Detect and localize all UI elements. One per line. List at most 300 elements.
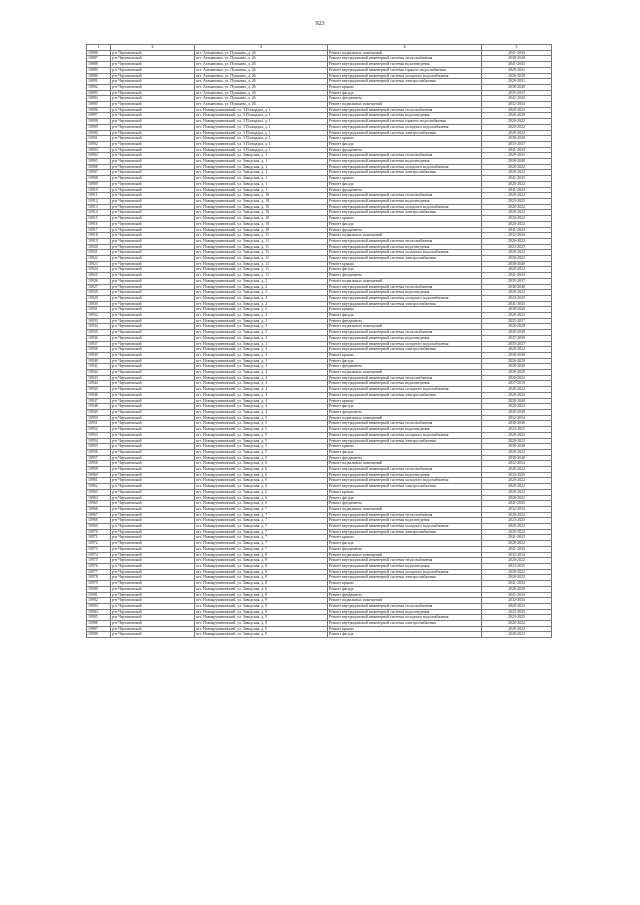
work-type-cell: Ремонт фасада (328, 141, 482, 147)
row-number-cell: 10939 (87, 352, 111, 358)
period-cell: 2038-2040 (482, 261, 552, 267)
address-cell: пгт. Новокручининский, ул. Заводская, д. 11 (195, 273, 328, 279)
district-cell: р-н Чертановский (111, 381, 195, 387)
work-type-cell: Ремонт внутридомовой инженерной системы водоотведения (328, 335, 482, 341)
row-number-cell: 10976 (87, 563, 111, 569)
period-cell: 2038-2040 (482, 398, 552, 404)
row-number-cell: 10891 (87, 79, 111, 85)
period-cell: 2041-2043 (482, 535, 552, 541)
district-cell: р-н Чертановский (111, 221, 195, 227)
work-type-cell: Ремонт подвальных помещений (328, 506, 482, 512)
work-type-cell: Ремонт внутридомовой инженерной системы холодного водоснабжения (328, 250, 482, 256)
district-cell: р-н Чертановский (111, 307, 195, 313)
district-cell: р-н Чертановский (111, 141, 195, 147)
district-cell: р-н Чертановский (111, 598, 195, 604)
address-cell: пгт. Новокручининский, ул. Заводская, д. 9 (195, 615, 328, 621)
district-cell: р-н Чертановский (111, 449, 195, 455)
row-number-cell: 10921 (87, 250, 111, 256)
period-cell: 2023-2025 (482, 472, 552, 478)
district-cell: р-н Чертановский (111, 301, 195, 307)
address-cell: пгт. Новокручининский, ул. Заводская, д. 9 (195, 609, 328, 615)
address-cell: пгт. Новокручининский, ул. Заводская, д. 1 (195, 153, 328, 159)
row-number-cell: 10932 (87, 313, 111, 319)
address-cell: пгт. Новокручининский, ул. Заводская, д. 8 (195, 586, 328, 592)
row-number-cell: 10956 (87, 449, 111, 455)
district-cell: р-н Чертановский (111, 632, 195, 638)
address-cell: пгт. Новокручининский, ул. Заводская, д. 4 (195, 375, 328, 381)
period-cell: 2032-2034 (482, 461, 552, 467)
work-type-cell: Ремонт подвальных помещений (328, 415, 482, 421)
row-number-cell: 10898 (87, 119, 111, 125)
address-cell: пгт. Новокручининский, ул. Заводская, д. 11 (195, 256, 328, 262)
work-type-cell: Ремонт внутридомовой инженерной системы электроснабжения (328, 621, 482, 627)
period-cell: 2041-2043 (482, 581, 552, 587)
row-number-cell: 10937 (87, 341, 111, 347)
work-type-cell: Ремонт внутридомовой инженерной системы холодного водоснабжения (328, 524, 482, 530)
address-cell: пгт. Новокручининский, ул. Заводская, д. 1 (195, 164, 328, 170)
address-cell: пгт. Новокручининский, ул. Заводская, д. 3 (195, 341, 328, 347)
district-cell: р-н Чертановский (111, 575, 195, 581)
address-cell: пгт. Новокручининский, ул. Заводская, д. 2 (195, 290, 328, 296)
address-cell: пгт. Новокручининский, ул. Заводская, д. 6 (195, 472, 328, 478)
row-number-cell: 10943 (87, 375, 111, 381)
row-number-cell: 10951 (87, 421, 111, 427)
row-number-cell: 10963 (87, 489, 111, 495)
address-cell: пгт. Новокручининский, ул. Заводская, д. 11 (195, 244, 328, 250)
row-number-cell: 10964 (87, 495, 111, 501)
work-type-cell: Ремонт фасада (328, 90, 482, 96)
work-type-cell: Ремонт фасада (328, 495, 482, 501)
period-cell: 2020-2022 (482, 107, 552, 113)
row-number-cell: 10968 (87, 518, 111, 524)
period-cell: 2020-2022 (482, 489, 552, 495)
row-number-cell: 10947 (87, 398, 111, 404)
district-cell: р-н Чертановский (111, 295, 195, 301)
address-cell: пгт. Новокручининский, ул. Заводская, д. 8 (195, 552, 328, 558)
address-cell: пгт. Новокручининский, ул. Заводская, д. 7 (195, 541, 328, 547)
district-cell: р-н Чертановский (111, 238, 195, 244)
work-type-cell: Ремонт внутридомовой инженерной системы теплоснабжения (328, 421, 482, 427)
address-cell: пгт. Новокручининский, ул. Заводская, д. 6 (195, 461, 328, 467)
row-number-cell: 10986 (87, 621, 111, 627)
row-number-cell: 10978 (87, 575, 111, 581)
address-cell: пгт. Новокручининский, ул. Заводская, д. 6 (195, 484, 328, 490)
work-type-cell: Ремонт внутридомовой инженерной системы горячего водоснабжения (328, 67, 482, 73)
address-cell: пгт. Новокручининский, ул. Заводская, д. 6 (195, 478, 328, 484)
period-cell: 2041-2043 (482, 227, 552, 233)
district-cell: р-н Чертановский (111, 421, 195, 427)
period-cell: 2032-2034 (482, 415, 552, 421)
row-number-cell: 10928 (87, 290, 111, 296)
work-type-cell: Ремонт внутридомовой инженерной системы электроснабжения (328, 79, 482, 85)
address-cell: пгт. Новокручининский, ул. Заводская, д. 10 (195, 210, 328, 216)
address-cell: пгт. Атамановка, ул. Пушкина, д. 26 (195, 56, 328, 62)
row-number-cell: 10984 (87, 609, 111, 615)
row-number-cell: 10970 (87, 529, 111, 535)
row-number-cell: 10958 (87, 461, 111, 467)
address-cell: пгт. Новокручининский, ул. 3 Площадка, д. 1 (195, 147, 328, 153)
district-cell: р-н Чертановский (111, 233, 195, 239)
period-cell: 2023-2025 (482, 427, 552, 433)
row-number-cell: 10909 (87, 181, 111, 187)
district-cell: р-н Чертановский (111, 438, 195, 444)
period-cell: 2038-2040 (482, 84, 552, 90)
period-cell: 2026-2028 (482, 358, 552, 364)
period-cell: 2020-2022 (482, 193, 552, 199)
district-cell: р-н Чертановский (111, 347, 195, 353)
work-type-cell: Ремонт внутридомовой инженерной системы водоотведения (328, 518, 482, 524)
work-type-cell: Ремонт фундамента (328, 187, 482, 193)
work-type-cell: Ремонт крыши (328, 84, 482, 90)
district-cell: р-н Чертановский (111, 335, 195, 341)
address-cell: пгт. Новокручининский, ул. Заводская, д. 4 (195, 381, 328, 387)
address-cell: пгт. Новокручининский, ул. Заводская, д. 9 (195, 603, 328, 609)
work-type-cell: Ремонт внутридомовой инженерной системы водоотведения (328, 381, 482, 387)
work-type-cell: Ремонт фасада (328, 313, 482, 319)
row-number-cell: 10966 (87, 506, 111, 512)
period-cell: 2038-2040 (482, 330, 552, 336)
period-cell: 2020-2022 (482, 387, 552, 393)
address-cell: пгт. Новокручининский, ул. Заводская, д. 4 (195, 387, 328, 393)
work-type-cell: Ремонт внутридомовой инженерной системы водоотведения (328, 563, 482, 569)
address-cell: пгт. Новокручининский, ул. 3 Площадка, д. 1 (195, 141, 328, 147)
district-cell: р-н Чертановский (111, 313, 195, 319)
period-cell: 2023-2025 (482, 609, 552, 615)
work-type-cell: Ремонт внутридомовой инженерной системы горячего водоснабжения (328, 119, 482, 125)
district-cell: р-н Чертановский (111, 586, 195, 592)
row-number-cell: 10941 (87, 364, 111, 370)
repair-schedule-table (86, 44, 552, 638)
row-number-cell: 10988 (87, 632, 111, 638)
address-cell: пгт. Новокручининский, ул. Заводская, д. 11 (195, 238, 328, 244)
period-cell: 2038-2040 (482, 455, 552, 461)
work-type-cell: Ремонт подвальных помещений (328, 552, 482, 558)
period-cell: 2020-2022 (482, 250, 552, 256)
work-type-cell: Ремонт внутридомовой инженерной системы электроснабжения (328, 575, 482, 581)
work-type-cell: Ремонт внутридомовой инженерной системы водоотведения (328, 113, 482, 119)
work-type-cell: Ремонт внутридомовой инженерной системы теплоснабжения (328, 603, 482, 609)
district-cell: р-н Чертановский (111, 210, 195, 216)
address-cell: пгт. Новокручининский, ул. Заводская, д. 11 (195, 250, 328, 256)
work-type-cell: Ремонт крыши (328, 307, 482, 313)
work-type-cell: Ремонт внутридомовой инженерной системы электроснабжения (328, 301, 482, 307)
period-cell: 2041-2043 (482, 50, 552, 56)
district-cell: р-н Чертановский (111, 352, 195, 358)
period-cell: 2020-2022 (482, 313, 552, 319)
address-cell: пгт. Атамановка, ул. Пушкина, д. 26 (195, 90, 328, 96)
work-type-cell: Ремонт внутридомовой инженерной системы электроснабжения (328, 484, 482, 490)
district-cell: р-н Чертановский (111, 90, 195, 96)
work-type-cell: Ремонт внутридомовой инженерной системы электроснабжения (328, 438, 482, 444)
column-header: 1 (87, 45, 111, 51)
row-number-cell: 10920 (87, 244, 111, 250)
district-cell: р-н Чертановский (111, 609, 195, 615)
address-cell: пгт. Новокручининский, ул. Заводская, д. 4 (195, 404, 328, 410)
period-cell: 2020-2022 (482, 449, 552, 455)
row-number-cell: 10905 (87, 159, 111, 165)
work-type-cell: Ремонт внутридомовой инженерной системы холодного водоснабжения (328, 615, 482, 621)
row-number-cell: 10914 (87, 210, 111, 216)
period-cell: 2020-2022 (482, 130, 552, 136)
row-number-cell: 10938 (87, 347, 111, 353)
district-cell: р-н Чертановский (111, 529, 195, 535)
district-cell: р-н Чертановский (111, 387, 195, 393)
row-number-cell: 10904 (87, 153, 111, 159)
address-cell: пгт. Новокручининский, ул. Заводская, д. 10 (195, 198, 328, 204)
period-cell: 2038-2040 (482, 364, 552, 370)
district-cell: р-н Чертановский (111, 501, 195, 507)
period-cell: 2020-2022 (482, 267, 552, 273)
district-cell: р-н Чертановский (111, 535, 195, 541)
work-type-cell: Ремонт крыши (328, 444, 482, 450)
period-cell: 2020-2022 (482, 438, 552, 444)
period-cell: 2020-2022 (482, 210, 552, 216)
row-number-cell: 10944 (87, 381, 111, 387)
address-cell: пгт. Новокручининский, ул. Заводская, д. 8 (195, 581, 328, 587)
period-cell: 2020-2022 (482, 164, 552, 170)
district-cell: р-н Чертановский (111, 552, 195, 558)
district-cell: р-н Чертановский (111, 370, 195, 376)
period-cell: 2038-2040 (482, 56, 552, 62)
district-cell: р-н Чертановский (111, 581, 195, 587)
column-header: 3 (195, 45, 328, 51)
work-type-cell: Ремонт фасада (328, 541, 482, 547)
address-cell: пгт. Новокручининский, ул. Заводская, д. 2 (195, 278, 328, 284)
period-cell: 2041-2043 (482, 501, 552, 507)
district-cell: р-н Чертановский (111, 290, 195, 296)
address-cell: пгт. Новокручининский, ул. Заводская, д. 1 (195, 176, 328, 182)
period-cell: 2038-2040 (482, 444, 552, 450)
address-cell: пгт. Новокручининский, ул. Заводская, д. 3 (195, 358, 328, 364)
work-type-cell: Ремонт крыши (328, 489, 482, 495)
work-type-cell: Ремонт внутридомовой инженерной системы холодного водоснабжения (328, 432, 482, 438)
work-type-cell: Ремонт внутридомовой инженерной системы теплоснабжения (328, 238, 482, 244)
district-cell: р-н Чертановский (111, 603, 195, 609)
row-number-cell: 10916 (87, 221, 111, 227)
row-number-cell: 10899 (87, 124, 111, 130)
period-cell: 2020-2022 (482, 632, 552, 638)
work-type-cell: Ремонт внутридомовой инженерной системы водоотведения (328, 472, 482, 478)
work-type-cell: Ремонт фундамента (328, 273, 482, 279)
period-cell: 2035-2037 (482, 341, 552, 347)
row-number-cell: 10930 (87, 301, 111, 307)
row-number-cell: 10987 (87, 626, 111, 632)
address-cell: пгт. Новокручининский, ул. 3 Площадка, д. 1 (195, 119, 328, 125)
work-type-cell: Ремонт фасада (328, 586, 482, 592)
row-number-cell: 10972 (87, 541, 111, 547)
address-cell: пгт. Атамановка, ул. Пушкина, д. 26 (195, 102, 328, 108)
period-cell: 2020-2022 (482, 432, 552, 438)
district-cell: р-н Чертановский (111, 198, 195, 204)
period-cell: 2038-2040 (482, 410, 552, 416)
period-cell: 2020-2022 (482, 170, 552, 176)
row-number-cell: 10953 (87, 432, 111, 438)
address-cell: пгт. Новокручининский, ул. Заводская, д. 11 (195, 267, 328, 273)
period-cell: 2026-2028 (482, 586, 552, 592)
row-number-cell: 10985 (87, 615, 111, 621)
work-type-cell: Ремонт внутридомовой инженерной системы теплоснабжения (328, 107, 482, 113)
row-number-cell: 10931 (87, 307, 111, 313)
district-cell: р-н Чертановский (111, 204, 195, 210)
address-cell: пгт. Новокручининский, ул. Заводская, д. 5 (195, 444, 328, 450)
work-type-cell: Ремонт фасада (328, 404, 482, 410)
row-number-cell: 10955 (87, 444, 111, 450)
address-cell: пгт. Новокручининский, ул. Заводская, д. 10 (195, 227, 328, 233)
work-type-cell: Ремонт фундамента (328, 410, 482, 416)
period-cell: 2020-2022 (482, 621, 552, 627)
address-cell: пгт. Новокручининский, ул. Заводская, д. 6 (195, 495, 328, 501)
district-cell: р-н Чертановский (111, 176, 195, 182)
period-cell: 2023-2025 (482, 518, 552, 524)
period-cell: 2020-2022 (482, 626, 552, 632)
district-cell: р-н Чертановский (111, 227, 195, 233)
row-number-cell: 10919 (87, 238, 111, 244)
district-cell: р-н Чертановский (111, 130, 195, 136)
page-number: 923 (315, 21, 325, 27)
period-cell: 2020-2022 (482, 290, 552, 296)
address-cell: пгт. Новокручининский, ул. 3 Площадка, д. 1 (195, 130, 328, 136)
row-number-cell: 10957 (87, 455, 111, 461)
district-cell: р-н Чертановский (111, 478, 195, 484)
work-type-cell: Ремонт фундамента (328, 318, 482, 324)
district-cell: р-н Чертановский (111, 546, 195, 552)
address-cell: пгт. Новокручининский, ул. Заводская, д. 5 (195, 449, 328, 455)
district-cell: р-н Чертановский (111, 330, 195, 336)
address-cell: пгт. Атамановка, ул. Пушкина, д. 26 (195, 96, 328, 102)
period-cell: 2020-2022 (482, 124, 552, 130)
address-cell: пгт. Атамановка, ул. Пушкина, д. 26 (195, 62, 328, 68)
period-cell: 2020-2022 (482, 575, 552, 581)
work-type-cell: Ремонт подвальных помещений (328, 370, 482, 376)
row-number-cell: 10959 (87, 467, 111, 473)
district-cell: р-н Чертановский (111, 592, 195, 598)
period-cell: 2020-2022 (482, 529, 552, 535)
period-cell: 2020-2022 (482, 347, 552, 353)
district-cell: р-н Чертановский (111, 119, 195, 125)
address-cell: пгт. Новокручининский, ул. 3 Площадка, д. 1 (195, 136, 328, 142)
district-cell: р-н Чертановский (111, 147, 195, 153)
work-type-cell: Ремонт крыши (328, 626, 482, 632)
work-type-cell: Ремонт фасада (328, 358, 482, 364)
work-type-cell: Ремонт внутридомовой инженерной системы теплоснабжения (328, 330, 482, 336)
work-type-cell: Ремонт фундамента (328, 592, 482, 598)
work-type-cell: Ремонт внутридомовой инженерной системы теплоснабжения (328, 56, 482, 62)
work-type-cell: Ремонт внутридомовой инженерной системы электроснабжения (328, 256, 482, 262)
address-cell: пгт. Новокручининский, ул. Заводская, д. 5 (195, 432, 328, 438)
work-type-cell: Ремонт крыши (328, 216, 482, 222)
row-number-cell: 10897 (87, 113, 111, 119)
work-type-cell: Ремонт фасада (328, 267, 482, 273)
row-number-cell: 10886 (87, 50, 111, 56)
district-cell: р-н Чертановский (111, 444, 195, 450)
district-cell: р-н Чертановский (111, 256, 195, 262)
district-cell: р-н Чертановский (111, 261, 195, 267)
district-cell: р-н Чертановский (111, 159, 195, 165)
period-cell: 2026-2028 (482, 324, 552, 330)
row-number-cell: 10965 (87, 501, 111, 507)
row-number-cell: 10900 (87, 130, 111, 136)
work-type-cell: Ремонт крыши (328, 136, 482, 142)
address-cell: пгт. Новокручининский, ул. Заводская, д. 9 (195, 626, 328, 632)
row-number-cell: 10925 (87, 273, 111, 279)
period-cell: 2020-2022 (482, 484, 552, 490)
address-cell: пгт. Новокручининский, ул. Заводская, д. 2 (195, 318, 328, 324)
district-cell: р-н Чертановский (111, 324, 195, 330)
address-cell: пгт. Новокручининский, ул. Заводская, д. 7 (195, 529, 328, 535)
period-cell: 2032-2034 (482, 506, 552, 512)
district-cell: р-н Чертановский (111, 267, 195, 273)
row-number-cell: 10922 (87, 256, 111, 262)
work-type-cell: Ремонт фундамента (328, 546, 482, 552)
work-type-cell: Ремонт крыши (328, 581, 482, 587)
district-cell: р-н Чертановский (111, 284, 195, 290)
row-number-cell: 10981 (87, 592, 111, 598)
work-type-cell: Ремонт внутридомовой инженерной системы холодного водоснабжения (328, 478, 482, 484)
district-cell: р-н Чертановский (111, 250, 195, 256)
work-type-cell: Ремонт внутридомовой инженерной системы водоотведения (328, 62, 482, 68)
address-cell: пгт. Новокручининский, ул. Заводская, д. 2 (195, 295, 328, 301)
district-cell: р-н Чертановский (111, 107, 195, 113)
work-type-cell: Ремонт внутридомовой инженерной системы холодного водоснабжения (328, 73, 482, 79)
district-cell: р-н Чертановский (111, 432, 195, 438)
period-cell: 2020-2022 (482, 392, 552, 398)
district-cell: р-н Чертановский (111, 124, 195, 130)
row-number-cell: 10967 (87, 512, 111, 518)
district-cell: р-н Чертановский (111, 404, 195, 410)
period-cell: 2032-2034 (482, 598, 552, 604)
period-cell: 2020-2022 (482, 558, 552, 564)
address-cell: пгт. Новокручининский, ул. Заводская, д. 5 (195, 438, 328, 444)
district-cell: р-н Чертановский (111, 569, 195, 575)
address-cell: пгт. Новокручининский, ул. Заводская, д. 3 (195, 347, 328, 353)
work-type-cell: Ремонт подвальных помещений (328, 598, 482, 604)
address-cell: пгт. Новокручининский, ул. Заводская, д. 3 (195, 324, 328, 330)
period-cell: 2037-2039 (482, 335, 552, 341)
address-cell: пгт. Новокручининский, ул. Заводская, д. 8 (195, 569, 328, 575)
row-number-cell: 10980 (87, 586, 111, 592)
period-cell: 2020-2022 (482, 495, 552, 501)
work-type-cell: Ремонт фасада (328, 181, 482, 187)
work-type-cell: Ремонт фундамента (328, 501, 482, 507)
period-cell: 2026-2028 (482, 113, 552, 119)
address-cell: пгт. Новокручининский, ул. Заводская, д. 7 (195, 546, 328, 552)
period-cell: 2041-2043 (482, 147, 552, 153)
address-cell: пгт. Новокручининский, ул. Заводская, д. 5 (195, 421, 328, 427)
work-type-cell: Ремонт фундамента (328, 455, 482, 461)
table-row (87, 632, 552, 638)
district-cell: р-н Чертановский (111, 278, 195, 284)
row-number-cell: 10971 (87, 535, 111, 541)
work-type-cell: Ремонт внутридомовой инженерной системы электроснабжения (328, 130, 482, 136)
row-number-cell: 10961 (87, 478, 111, 484)
work-type-cell: Ремонт внутридомовой инженерной системы теплоснабжения (328, 284, 482, 290)
period-cell: 2041-2043 (482, 546, 552, 552)
address-cell: пгт. Новокручининский, ул. Заводская, д. 1 (195, 170, 328, 176)
period-cell: 2020-2022 (482, 375, 552, 381)
row-number-cell: 10929 (87, 295, 111, 301)
district-cell: р-н Чертановский (111, 615, 195, 621)
period-cell: 2032-2034 (482, 552, 552, 558)
work-type-cell: Ремонт внутридомовой инженерной системы водоотведения (328, 290, 482, 296)
work-type-cell: Ремонт внутридомовой инженерной системы холодного водоснабжения (328, 204, 482, 210)
row-number-cell: 10926 (87, 278, 111, 284)
period-cell: 2020-2022 (482, 478, 552, 484)
address-cell: пгт. Новокручининский, ул. Заводская, д. 10 (195, 221, 328, 227)
work-type-cell: Ремонт внутридомовой инженерной системы теплоснабжения (328, 153, 482, 159)
address-cell: пгт. Новокручининский, ул. Заводская, д. 10 (195, 193, 328, 199)
district-cell: р-н Чертановский (111, 79, 195, 85)
address-cell: пгт. Новокручининский, ул. Заводская, д. 2 (195, 284, 328, 290)
